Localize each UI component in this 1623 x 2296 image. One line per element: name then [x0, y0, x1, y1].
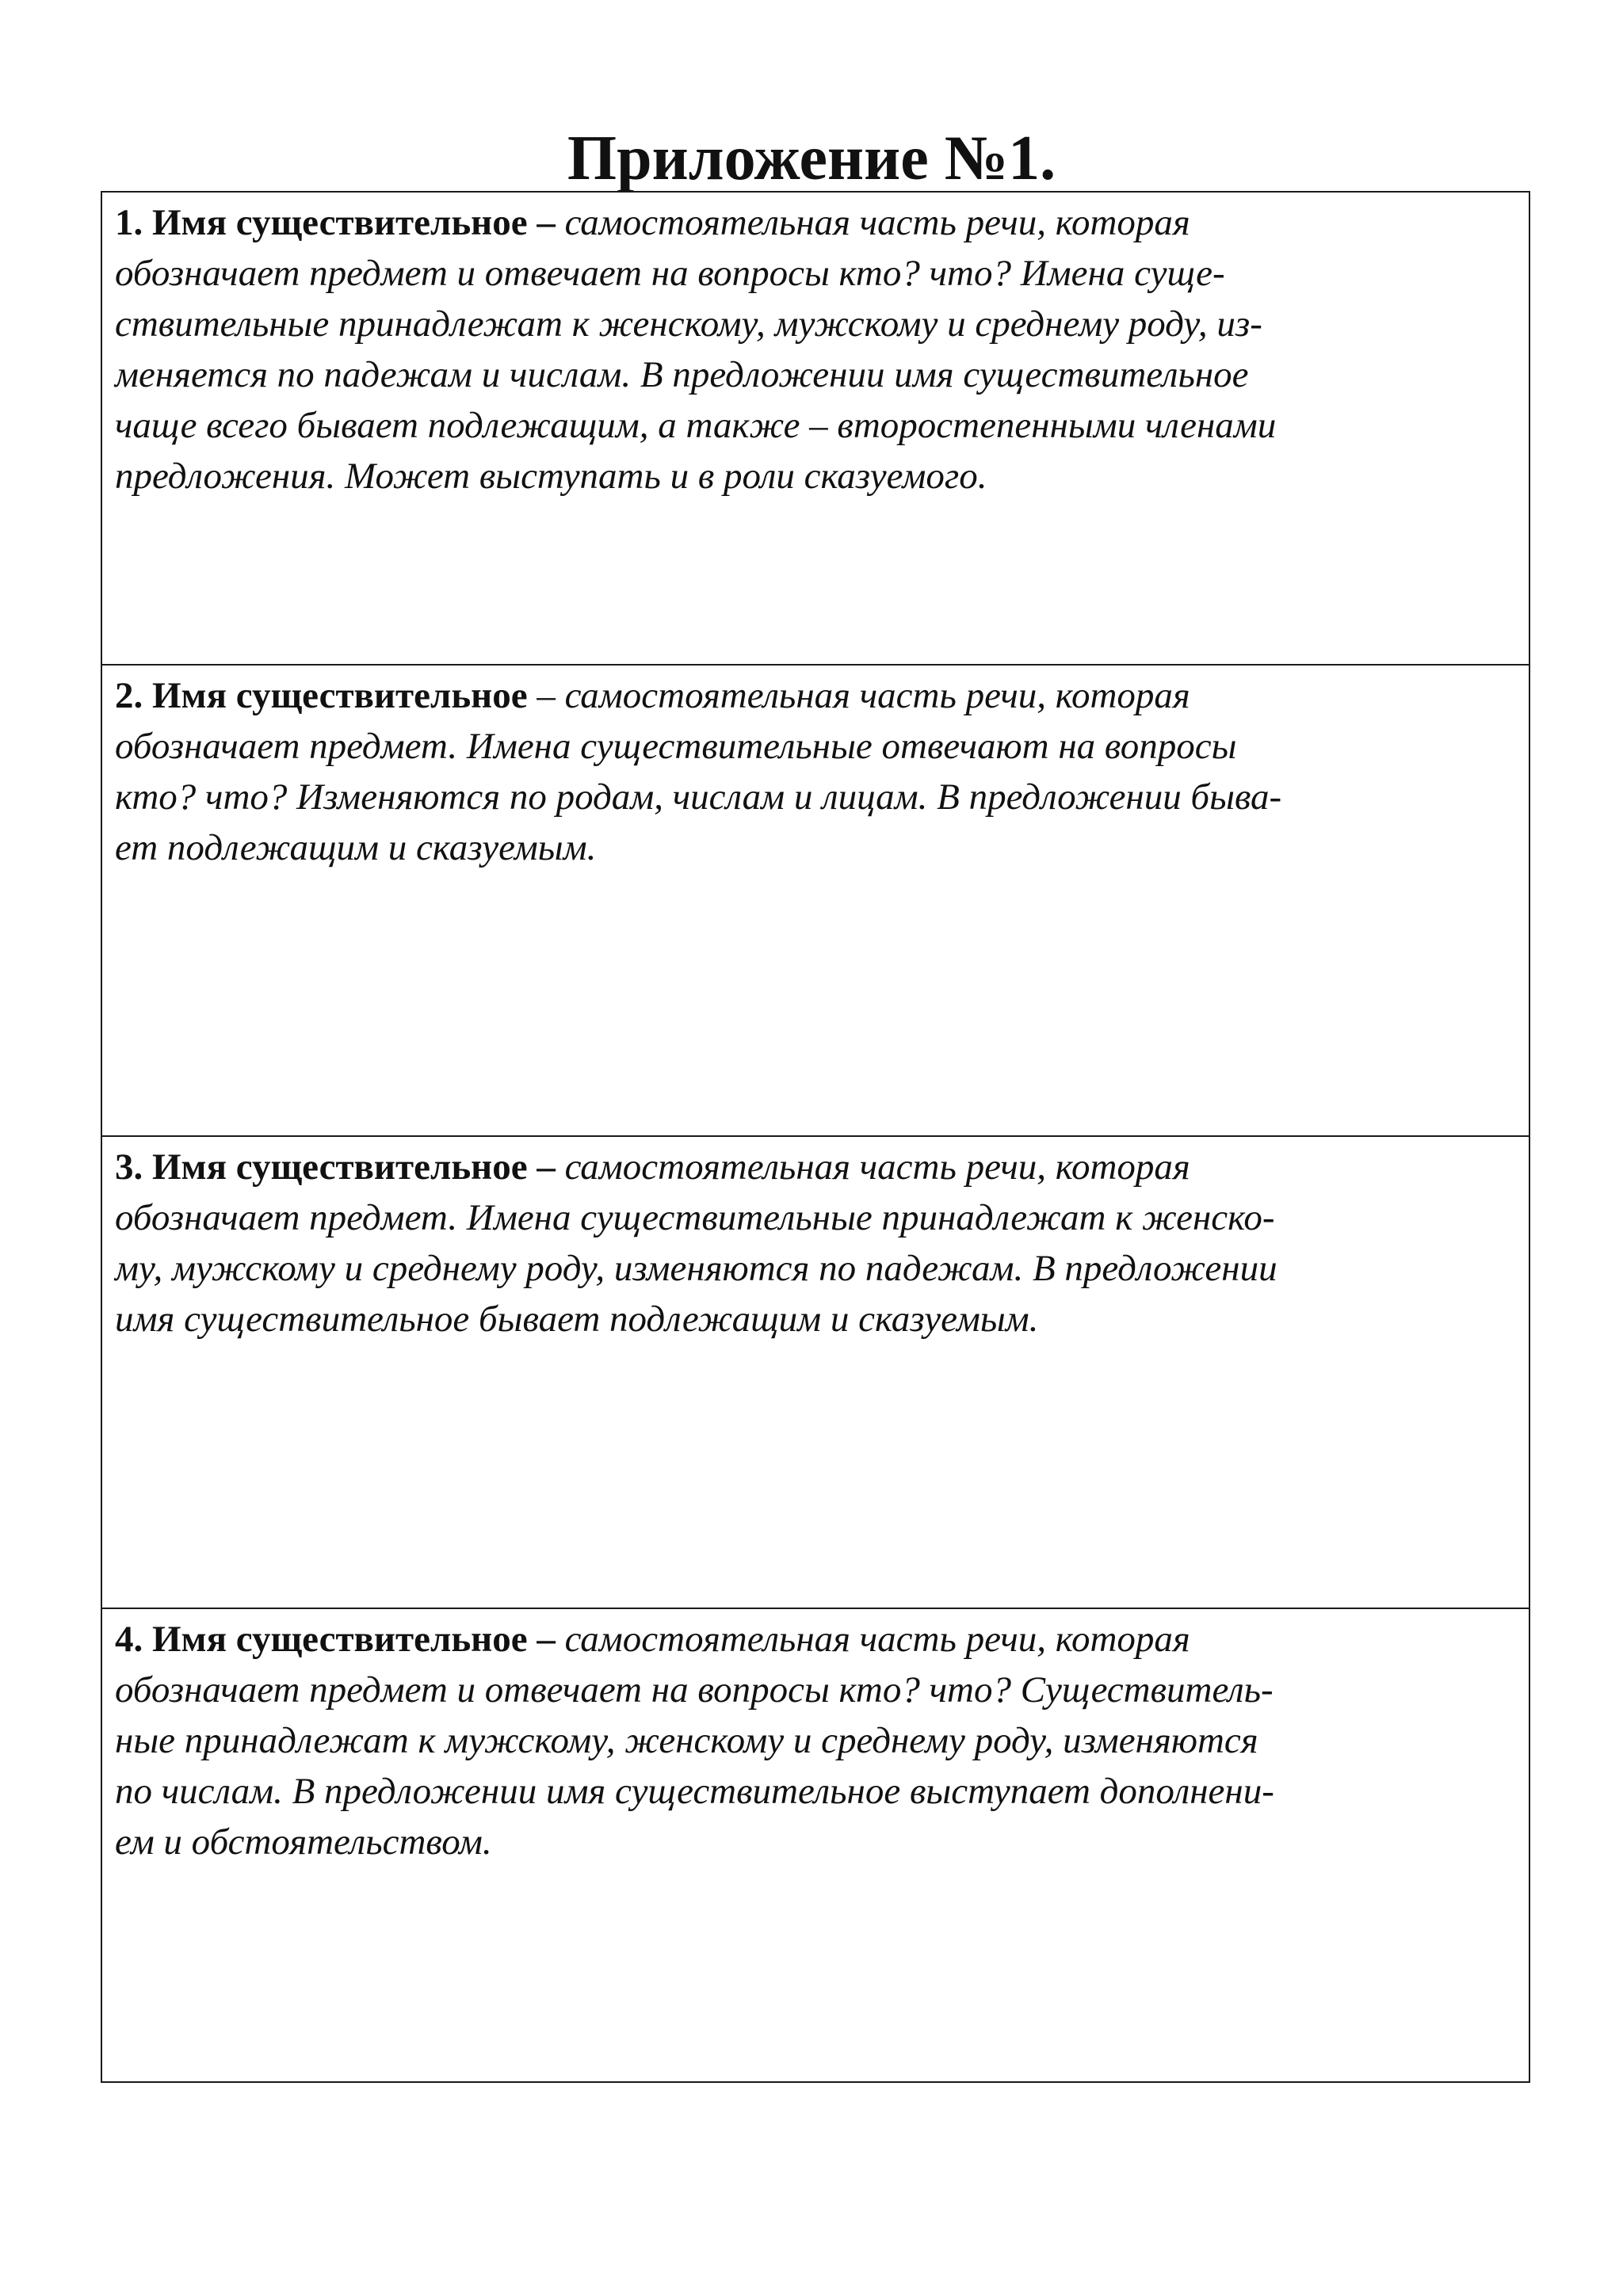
definitions-table [101, 191, 1530, 2083]
definition-line: обозначает предмет. Имена существительные принадлежат к женско- [115, 1197, 1275, 1238]
definition-text: самостоятельная часть речи, которая [564, 1619, 1190, 1660]
definition-dash: – [537, 1146, 556, 1188]
definition-line: чаще всего бывает подлежащим, а также – второстепенными членами [115, 405, 1277, 446]
definition-line: меняется по падежам и числам. В предложении имя существительное [115, 354, 1249, 395]
definition-text: самостоятельная часть речи, которая [564, 202, 1190, 243]
definition-dash: – [537, 202, 556, 243]
definition-cell-1 [102, 193, 1529, 664]
definition-line: ем и обстоятельством. [115, 1821, 492, 1863]
definition-line: кто? что? Изменяются по родам, числам и лицам. В предложении быва- [115, 776, 1282, 818]
definition-term: Имя существительное [152, 675, 528, 716]
definition-number: 1. [115, 202, 143, 243]
definition-cell-2 [102, 664, 1529, 1135]
definition-line [115, 197, 1521, 248]
definition-number: 4. [115, 1619, 143, 1660]
definition-number: 2. [115, 675, 143, 716]
definition-line [115, 1614, 1521, 1665]
definition-line: предложения. Может выступать и в роли сказуемого. [115, 456, 987, 497]
definition-line: му, мужскому и среднему роду, изменяются по падежам. В предложении [115, 1248, 1277, 1289]
definition-line [115, 1142, 1521, 1192]
definition-cell-3 [102, 1135, 1529, 1608]
definition-line: ствительные принадлежат к женскому, мужскому и среднему роду, из- [115, 303, 1262, 345]
definition-line: обозначает предмет. Имена существительные отвечают на вопросы [115, 726, 1237, 767]
definition-term: Имя существительное [152, 1619, 528, 1660]
definition-number: 3. [115, 1146, 143, 1188]
definition-line: ные принадлежат к мужскому, женскому и среднему роду, изменяются [115, 1720, 1258, 1761]
definition-line: имя существительное бывает подлежащим и сказуемым. [115, 1299, 1039, 1340]
page-title: Приложение №1. [567, 124, 1056, 193]
definition-term: Имя существительное [152, 202, 528, 243]
definition-line [115, 670, 1521, 721]
definition-dash: – [537, 675, 556, 716]
definition-term: Имя существительное [152, 1146, 528, 1188]
definition-line: по числам. В предложении имя существительное выступает дополнени- [115, 1771, 1274, 1812]
definition-cell-4 [102, 1608, 1529, 2081]
definition-text: самостоятельная часть речи, которая [564, 1146, 1190, 1188]
definition-line: ет подлежащим и сказуемым. [115, 827, 597, 868]
definition-dash: – [537, 1619, 556, 1660]
definition-line: обозначает предмет и отвечает на вопросы кто? что? Существитель- [115, 1669, 1274, 1711]
definition-text: самостоятельная часть речи, которая [564, 675, 1190, 716]
definition-line: обозначает предмет и отвечает на вопросы кто? что? Имена суще- [115, 253, 1225, 294]
